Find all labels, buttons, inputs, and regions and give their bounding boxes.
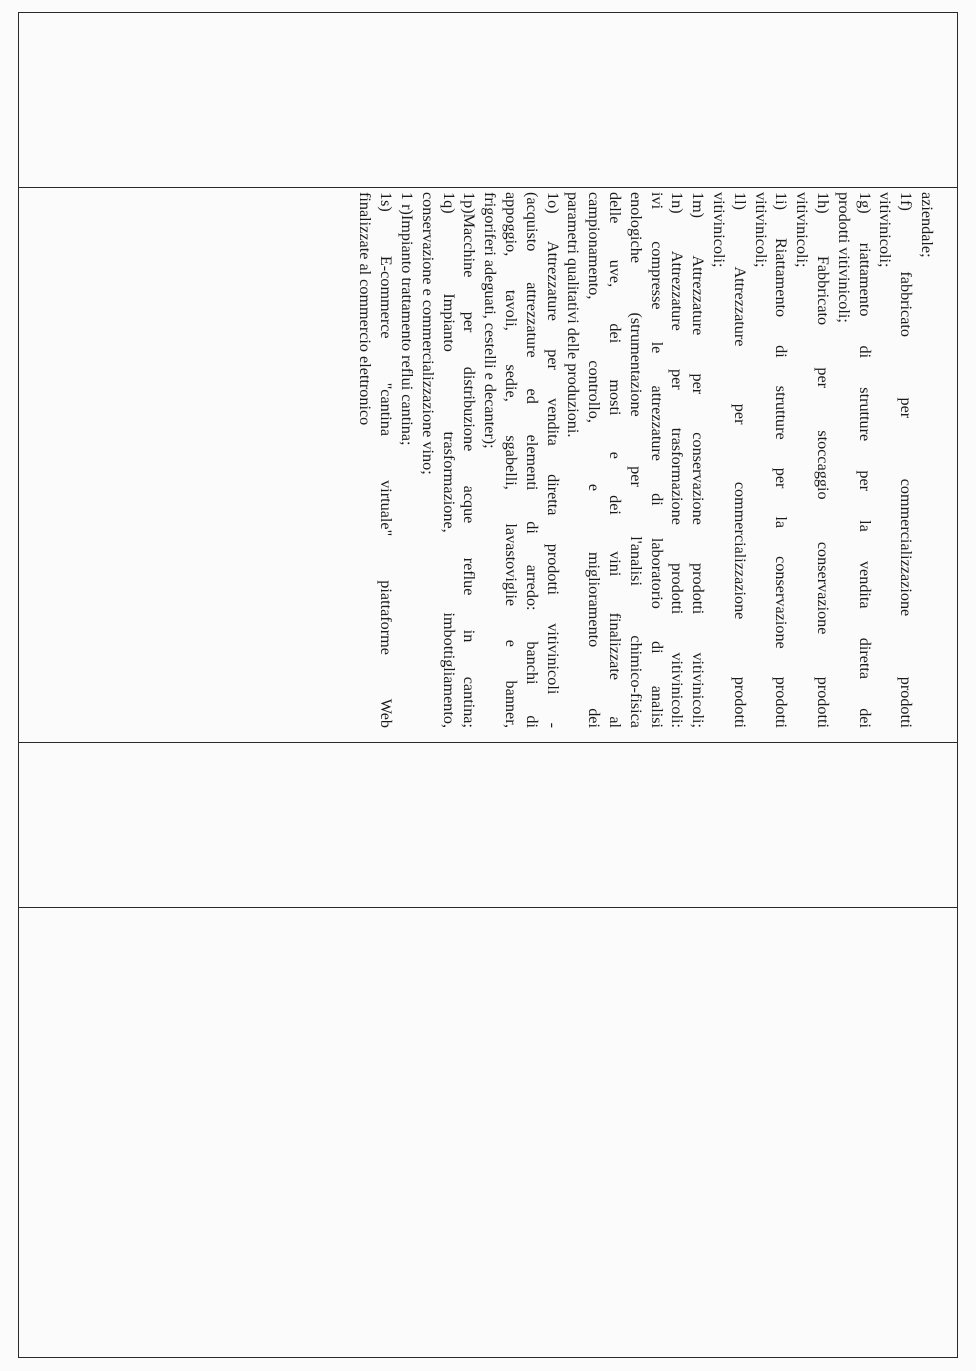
text-line: 1 r)Impianto trattamento reflui cantina;: [398, 192, 417, 446]
text-line: 1h) Fabbricato per stoccaggio conservazione prodotti: [814, 192, 833, 728]
text-line: appoggio, tavoli, sedie, sgabelli, lavastoviglie e banner,: [502, 192, 521, 728]
text-line: 1o) Attrezzature per vendita diretta prodotti vitivinicoli -: [543, 192, 562, 728]
text-line: enologiche (strumentazione per l'analisi chimico-fisica: [626, 192, 645, 728]
text-line: vitivinicoli;: [751, 192, 770, 268]
text-line: 1m) Attrezzature per conservazione prodotti vitivinicoli;: [689, 192, 708, 728]
text-line: vitivinicoli;: [793, 192, 812, 268]
text-line: vitivinicoli;: [876, 192, 895, 268]
text-line: prodotti vitivinicoli;: [834, 192, 853, 323]
text-line: vitivinicoli;: [710, 192, 729, 268]
text-line: campionamento, controllo, e miglioramento dei: [585, 192, 604, 728]
text-line: 1q) Impianto trasformazione, imbottigliamento,: [439, 192, 458, 728]
text-line: 1f) fabbricato per commercializzazione prodotti: [897, 192, 916, 728]
text-line: 1g) riattamento di strutture per la vendita diretta dei: [855, 192, 874, 728]
text-line: delle uve, dei mosti e dei vini finalizzate al: [606, 192, 625, 728]
text-line: 1p)Macchine per distribuzione acque reflue in cantina;: [460, 192, 479, 728]
row-divider-1: [19, 187, 957, 188]
table-cell-text: [79, 190, 937, 730]
text-line: frigoriferi adeguati, cestelli e decanter);: [481, 192, 500, 449]
text-line: 1s) E-commerce "cantina virtuale" piattaforme Web: [377, 192, 396, 728]
text-line: 1n) Attrezzature per trasformazione prodotti vitivinicoli:: [668, 192, 687, 728]
text-line: 1l) Attrezzature per commercializzazione prodotti: [730, 192, 749, 728]
text-line: 1i) Riattamento di strutture per la conservazione prodotti: [772, 192, 791, 728]
text-line: (acquisto attrezzature ed elementi di arredo: banchi di: [522, 192, 541, 728]
text-line: finalizzate al commercio elettronico: [356, 192, 375, 426]
text-line: conservazione e commercializzazione vino;: [418, 192, 437, 475]
text-line: parametri qualitativi delle produzioni.: [564, 192, 583, 438]
row-divider-2: [19, 742, 957, 743]
row-divider-3: [19, 907, 957, 908]
text-line: ivi compresse le attrezzature di laboratorio di analisi: [647, 192, 666, 728]
text-line: aziendale;: [918, 192, 936, 258]
